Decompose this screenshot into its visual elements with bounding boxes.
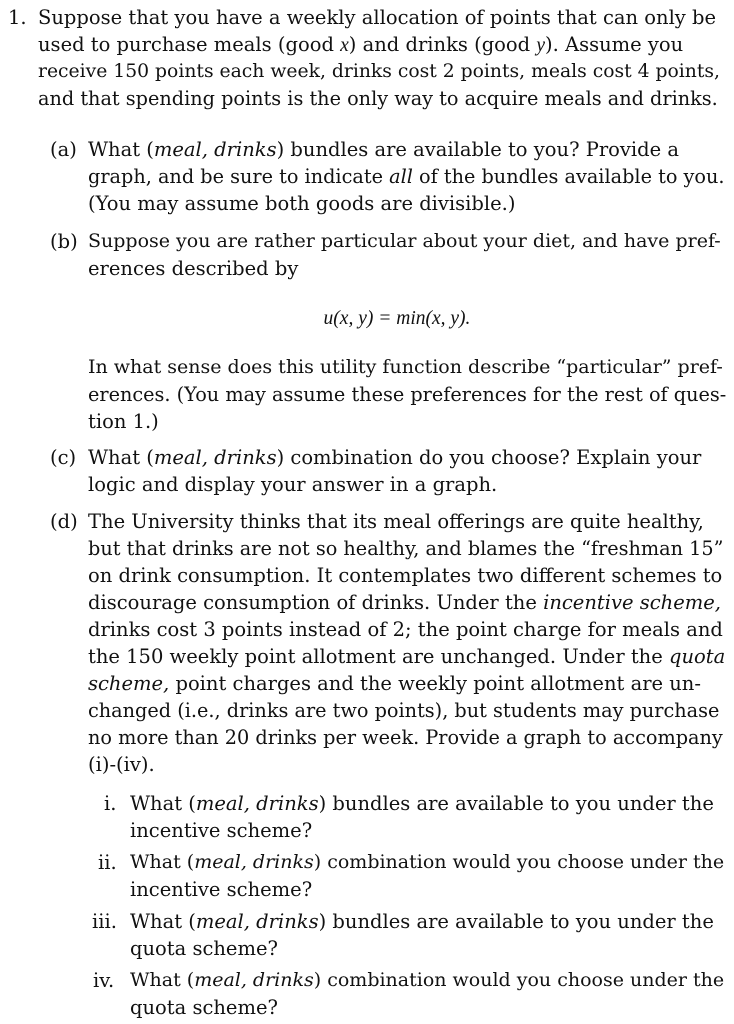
sub-ii-label: ii.: [98, 851, 117, 874]
part-b-line-2: erences described by: [88, 257, 299, 280]
part-d-line-7: scheme, point charges and the weekly point allotment are un-: [88, 672, 701, 695]
sub-iii-line-2: quota scheme?: [130, 937, 278, 960]
part-c-line-1: What (meal, drinks) combination do you choose? Explain your: [88, 446, 702, 469]
utility-equation: u(x, y) = min(x, y).: [323, 308, 471, 329]
part-d-line-1: The University thinks that its meal offerings are quite healthy,: [88, 510, 704, 533]
sub-iv-label: iv.: [93, 969, 115, 992]
part-d-line-8: changed (i.e., drinks are two points), but students may purchase: [88, 699, 720, 722]
sub-i-label: i.: [104, 792, 117, 815]
sub-i-line-1: What (meal, drinks) bundles are available to you under the: [130, 792, 714, 815]
part-b-line-3: In what sense does this utility function describe “particular” pref-: [88, 356, 723, 378]
part-a-line-3: (You may assume both goods are divisible.): [88, 192, 516, 215]
part-b-label: (b): [50, 230, 78, 253]
part-a-line-1: What (meal, drinks) bundles are available to you? Provide a: [88, 138, 680, 161]
part-d-line-6: the 150 weekly point allotment are unchanged. Under the quota: [88, 645, 726, 668]
part-b-line-5: tion 1.): [88, 410, 159, 433]
sub-iv-line-2: quota scheme?: [130, 996, 278, 1019]
sub-ii-line-2: incentive scheme?: [130, 878, 313, 901]
part-d-line-4: discourage consumption of drinks. Under the incentive scheme,: [88, 591, 721, 614]
part-d-line-2: but that drinks are not so healthy, and blames the “freshman 15”: [88, 537, 724, 560]
sub-ii-line-1: What (meal, drinks) combination would you choose under the: [130, 851, 725, 873]
part-b-line-1: Suppose you are rather particular about your diet, and have pref-: [88, 230, 721, 252]
intro-line-2: used to purchase meals (good x) and drinks (good y). Assume you: [38, 33, 684, 56]
intro-line-1: Suppose that you have a weekly allocation of points that can only be: [38, 6, 717, 29]
part-d-line-5: drinks cost 3 points instead of 2; the point charge for meals and: [88, 618, 723, 641]
part-c-label: (c): [50, 446, 77, 469]
sub-iii-label: iii.: [92, 910, 117, 933]
part-d-line-3: on drink consumption. It contemplates two different schemes to: [88, 564, 723, 587]
part-a-line-2: graph, and be sure to indicate all of the bundles available to you.: [88, 165, 725, 188]
part-c-line-2: logic and display your answer in a graph.: [88, 473, 498, 496]
sub-iv-line-1: What (meal, drinks) combination would you choose under the: [130, 969, 725, 991]
part-d-line-10: (i)-(iv).: [88, 753, 155, 776]
part-d-line-9: no more than 20 drinks per week. Provide a graph to accompany: [88, 726, 723, 749]
part-b-line-4: erences. (You may assume these preferences for the rest of ques-: [88, 383, 727, 406]
question-number: 1.: [8, 6, 27, 29]
intro-line-4: and that spending points is the only way to acquire meals and drinks.: [38, 87, 718, 110]
sub-iii-line-1: What (meal, drinks) bundles are available to you under the: [130, 910, 714, 933]
intro-line-3: receive 150 points each week, drinks cost 2 points, meals cost 4 points,: [38, 61, 720, 82]
part-a-label: (a): [50, 138, 77, 161]
part-d-label: (d): [50, 510, 78, 533]
sub-i-line-2: incentive scheme?: [130, 819, 313, 842]
